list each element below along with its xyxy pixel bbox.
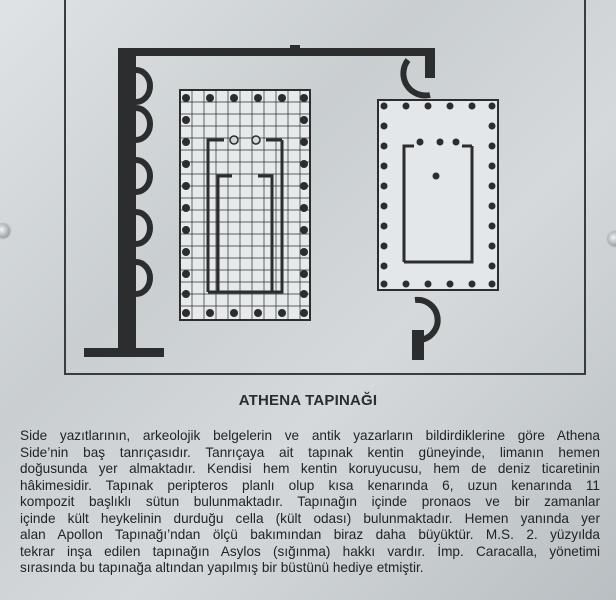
description-line: Side yazıtlarının, arkeolojik belgelerin ve antik yazarların bildirdiklerine göre Athena [20,428,600,443]
apollon-temple-plan [378,100,498,290]
plaque-description [20,428,600,577]
description-line: kompozit başlıklı sütun bulunmaktadır. Tapınağın içinde pronaos ve bir zamanlar [20,494,600,509]
description-line: doğusunda yer almaktadır. Kendisi hem kentin koruyucusu, hem de deniz ticaretinin [20,461,600,476]
description-line: içinde kült heykelinin durduğu cella (kült odası) bulunmaktadır. Hemen yanında yer [20,510,600,526]
description-line: Side’nin baş tanrıçasıdır. Tanrıçaya ait tapınak kentin güneyinde, limanın hemen [20,444,600,460]
athena-temple-plan [180,90,310,320]
description-line: hâkimesidir. Tapınak peripteros planlı olup kısa kenarında 6, uzun kenarında 11 [20,477,600,493]
description-line: alan Apollon Tapınağı’ndan ölçü bakımından biraz daha büyüktür. M.S. 2. yüzyılda [20,527,600,542]
plaque-title: ATHENA TAPINAĞI [238,392,378,409]
description-line: sırasında bu tapınağa altından yapılmış bir büstünü hediye etmiştir. [20,560,424,575]
description-line: tekrar inşa edilen tapınağın Asylos (sığınma) hakkı vardır. İmp. Caracalla, yönetimi [20,543,600,559]
